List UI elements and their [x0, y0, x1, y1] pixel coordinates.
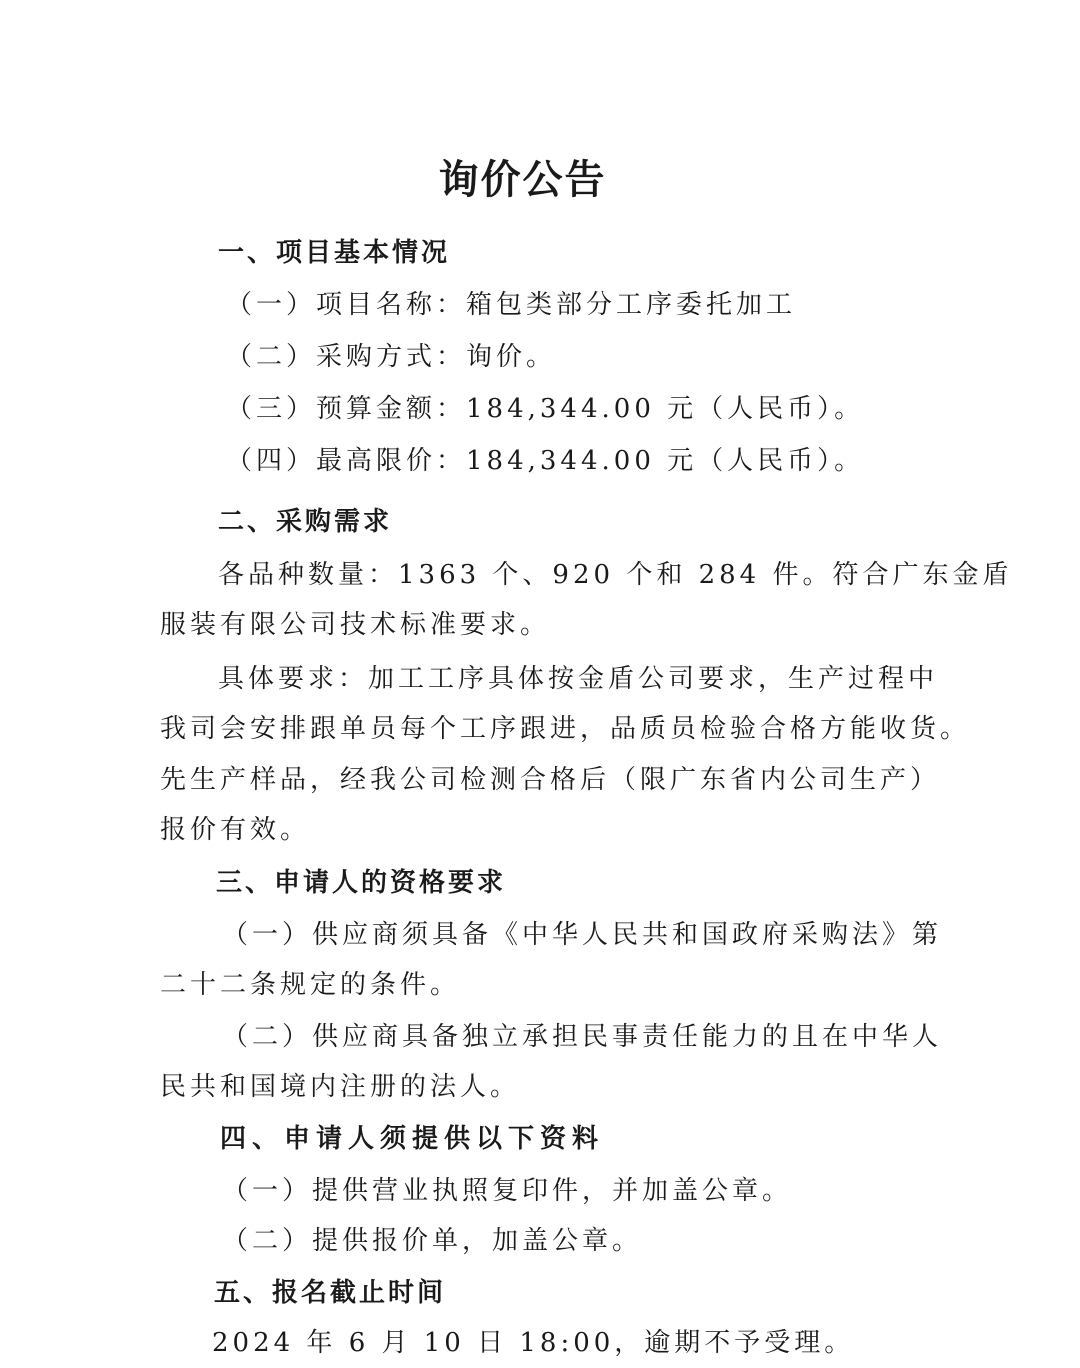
procurement-method-item: （二）采购方式：询价。	[226, 342, 557, 372]
section-1-heading: 一、项目基本情况	[218, 238, 451, 268]
section-2-heading: 二、采购需求	[218, 507, 393, 537]
requirement-line: 各品种数量：1363 个、920 个和 284 件。符合广东金盾	[218, 560, 1013, 590]
qualification-line: 二十二条规定的条件。	[160, 970, 461, 1000]
deadline-text: 2024 年 6 月 10 日 18:00，逾期不予受理。	[212, 1328, 855, 1358]
qualification-line: （二）供应商具备独立承担民事责任能力的且在中华人	[222, 1022, 943, 1052]
page-title: 询价公告	[438, 157, 607, 203]
document-item: （一）提供营业执照复印件，并加盖公章。	[222, 1176, 793, 1206]
requirement-line: 报价有效。	[160, 815, 311, 845]
requirement-line: 服装有限公司技术标准要求。	[160, 610, 551, 640]
budget-amount-item: （三）预算金额：184,344.00 元（人民币）。	[226, 394, 865, 424]
project-name-item: （一）项目名称：箱包类部分工序委托加工	[226, 290, 797, 320]
qualification-line: 民共和国境内注册的法人。	[160, 1072, 521, 1102]
requirement-line: 具体要求：加工工序具体按金盾公司要求，生产过程中	[218, 664, 939, 694]
section-3-heading: 三、申请人的资格要求	[216, 868, 507, 898]
document-item: （二）提供报价单，加盖公章。	[222, 1226, 643, 1256]
section-4-heading: 四、申请人须提供以下资料	[220, 1124, 605, 1154]
qualification-line: （一）供应商须具备《中华人民共和国政府采购法》第	[222, 920, 943, 950]
max-price-item: （四）最高限价：184,344.00 元（人民币）。	[226, 446, 865, 476]
requirement-line: 我司会安排跟单员每个工序跟进，品质员检验合格方能收货。	[160, 714, 971, 744]
section-5-heading: 五、报名截止时间	[214, 1278, 447, 1308]
requirement-line: 先生产样品，经我公司检测合格后（限广东省内公司生产）	[160, 765, 941, 795]
